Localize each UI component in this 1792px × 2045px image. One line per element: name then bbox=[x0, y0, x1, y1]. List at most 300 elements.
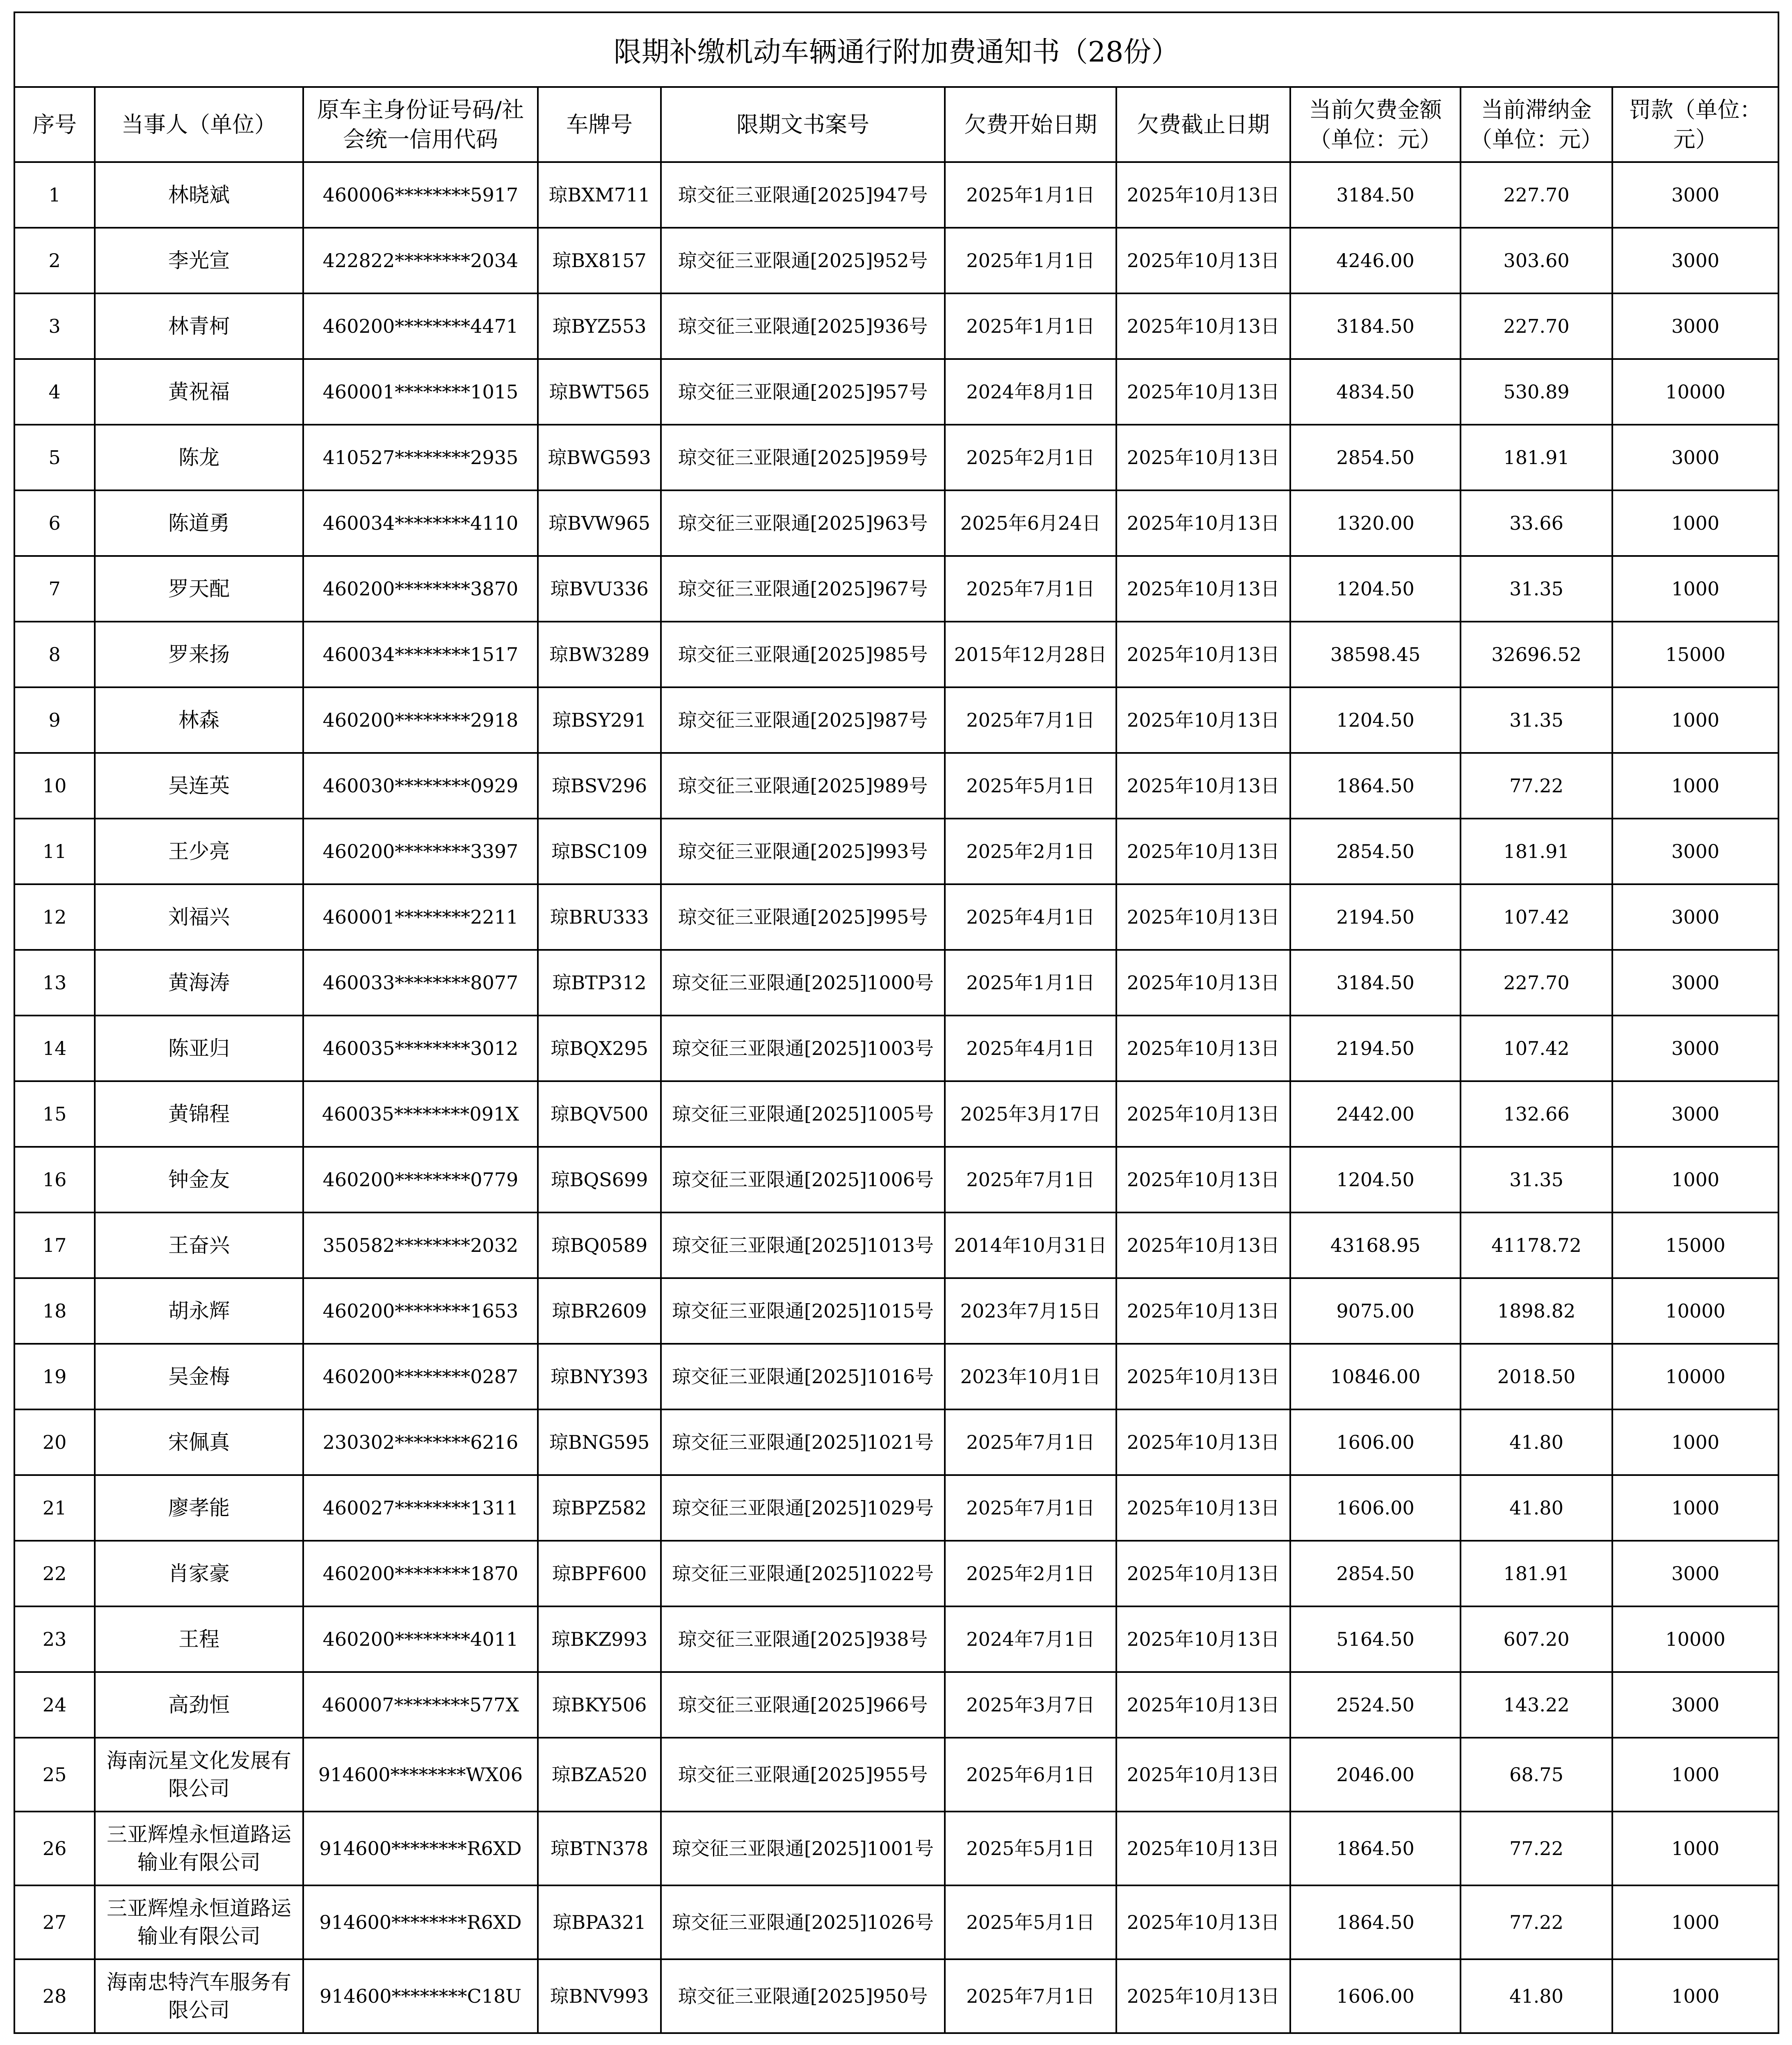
cell-end-date: 2025年10月13日 bbox=[1116, 1147, 1290, 1212]
cell-plate-number: 琼BNV993 bbox=[538, 1959, 661, 2033]
cell-case-number: 琼交征三亚限通[2025]1029号 bbox=[661, 1475, 945, 1541]
cell-serial-number: 1 bbox=[14, 162, 95, 228]
table-row bbox=[14, 1344, 1778, 1409]
cell-serial-number: 20 bbox=[14, 1409, 95, 1475]
table-row bbox=[14, 1885, 1778, 1959]
table-row bbox=[14, 490, 1778, 556]
cell-start-date: 2025年3月17日 bbox=[945, 1081, 1116, 1147]
cell-serial-number: 25 bbox=[14, 1738, 95, 1812]
cell-arrears-amount: 2524.50 bbox=[1290, 1672, 1461, 1738]
cell-plate-number: 琼BRU333 bbox=[538, 884, 661, 950]
cell-fine: 1000 bbox=[1612, 1147, 1778, 1212]
cell-case-number: 琼交征三亚限通[2025]993号 bbox=[661, 819, 945, 884]
cell-serial-number: 24 bbox=[14, 1672, 95, 1738]
cell-late-fee: 77.22 bbox=[1461, 753, 1612, 819]
cell-party: 高劲恒 bbox=[95, 1672, 303, 1738]
cell-arrears-amount: 1204.50 bbox=[1290, 556, 1461, 622]
cell-arrears-amount: 1204.50 bbox=[1290, 1147, 1461, 1212]
cell-late-fee: 32696.52 bbox=[1461, 622, 1612, 687]
cell-fine: 1000 bbox=[1612, 753, 1778, 819]
cell-end-date: 2025年10月13日 bbox=[1116, 819, 1290, 884]
cell-party: 吴连英 bbox=[95, 753, 303, 819]
cell-arrears-amount: 2194.50 bbox=[1290, 1016, 1461, 1081]
cell-plate-number: 琼BTP312 bbox=[538, 950, 661, 1016]
cell-fine: 1000 bbox=[1612, 1409, 1778, 1475]
cell-id-number: 460200********4471 bbox=[303, 293, 538, 359]
table-row bbox=[14, 1016, 1778, 1081]
cell-party: 刘福兴 bbox=[95, 884, 303, 950]
cell-start-date: 2025年2月1日 bbox=[945, 425, 1116, 490]
cell-start-date: 2025年4月1日 bbox=[945, 884, 1116, 950]
cell-plate-number: 琼BXM711 bbox=[538, 162, 661, 228]
cell-late-fee: 33.66 bbox=[1461, 490, 1612, 556]
cell-late-fee: 143.22 bbox=[1461, 1672, 1612, 1738]
notice-table bbox=[14, 11, 1779, 2034]
cell-fine: 1000 bbox=[1612, 1738, 1778, 1812]
cell-plate-number: 琼BW3289 bbox=[538, 622, 661, 687]
table-row bbox=[14, 1672, 1778, 1738]
cell-serial-number: 13 bbox=[14, 950, 95, 1016]
cell-id-number: 460200********1653 bbox=[303, 1278, 538, 1344]
cell-late-fee: 77.22 bbox=[1461, 1885, 1612, 1959]
cell-plate-number: 琼BVW965 bbox=[538, 490, 661, 556]
cell-serial-number: 12 bbox=[14, 884, 95, 950]
cell-arrears-amount: 10846.00 bbox=[1290, 1344, 1461, 1409]
cell-case-number: 琼交征三亚限通[2025]967号 bbox=[661, 556, 945, 622]
cell-case-number: 琼交征三亚限通[2025]966号 bbox=[661, 1672, 945, 1738]
table-row bbox=[14, 293, 1778, 359]
header-fine: 罚款（单位：元） bbox=[1612, 87, 1778, 162]
table-row bbox=[14, 359, 1778, 425]
cell-party: 海南忠特汽车服务有限公司 bbox=[95, 1959, 303, 2033]
cell-plate-number: 琼BNY393 bbox=[538, 1344, 661, 1409]
cell-party: 胡永辉 bbox=[95, 1278, 303, 1344]
cell-plate-number: 琼BSY291 bbox=[538, 687, 661, 753]
cell-plate-number: 琼BKY506 bbox=[538, 1672, 661, 1738]
cell-case-number: 琼交征三亚限通[2025]959号 bbox=[661, 425, 945, 490]
cell-plate-number: 琼BTN378 bbox=[538, 1812, 661, 1885]
header-start-date: 欠费开始日期 bbox=[945, 87, 1116, 162]
cell-start-date: 2025年1月1日 bbox=[945, 293, 1116, 359]
cell-serial-number: 16 bbox=[14, 1147, 95, 1212]
cell-arrears-amount: 2854.50 bbox=[1290, 819, 1461, 884]
cell-party: 三亚辉煌永恒道路运输业有限公司 bbox=[95, 1885, 303, 1959]
cell-start-date: 2025年2月1日 bbox=[945, 1541, 1116, 1606]
cell-serial-number: 26 bbox=[14, 1812, 95, 1885]
table-row bbox=[14, 950, 1778, 1016]
cell-late-fee: 77.22 bbox=[1461, 1812, 1612, 1885]
cell-arrears-amount: 43168.95 bbox=[1290, 1212, 1461, 1278]
cell-case-number: 琼交征三亚限通[2025]1026号 bbox=[661, 1885, 945, 1959]
cell-arrears-amount: 5164.50 bbox=[1290, 1606, 1461, 1672]
cell-late-fee: 530.89 bbox=[1461, 359, 1612, 425]
cell-plate-number: 琼BYZ553 bbox=[538, 293, 661, 359]
cell-case-number: 琼交征三亚限通[2025]957号 bbox=[661, 359, 945, 425]
header-late-fee: 当前滞纳金（单位：元） bbox=[1461, 87, 1612, 162]
cell-id-number: 460035********3012 bbox=[303, 1016, 538, 1081]
cell-arrears-amount: 1864.50 bbox=[1290, 753, 1461, 819]
cell-start-date: 2023年10月1日 bbox=[945, 1344, 1116, 1409]
cell-end-date: 2025年10月13日 bbox=[1116, 1081, 1290, 1147]
cell-fine: 3000 bbox=[1612, 1016, 1778, 1081]
cell-serial-number: 14 bbox=[14, 1016, 95, 1081]
cell-id-number: 460200********1870 bbox=[303, 1541, 538, 1606]
cell-fine: 3000 bbox=[1612, 162, 1778, 228]
table-row bbox=[14, 556, 1778, 622]
cell-start-date: 2025年5月1日 bbox=[945, 753, 1116, 819]
cell-id-number: 460030********0929 bbox=[303, 753, 538, 819]
cell-end-date: 2025年10月13日 bbox=[1116, 622, 1290, 687]
cell-party: 黄锦程 bbox=[95, 1081, 303, 1147]
cell-party: 罗来扬 bbox=[95, 622, 303, 687]
cell-party: 海南沅星文化发展有限公司 bbox=[95, 1738, 303, 1812]
cell-id-number: 914600********C18U bbox=[303, 1959, 538, 2033]
cell-arrears-amount: 2194.50 bbox=[1290, 884, 1461, 950]
cell-end-date: 2025年10月13日 bbox=[1116, 162, 1290, 228]
cell-serial-number: 15 bbox=[14, 1081, 95, 1147]
cell-late-fee: 132.66 bbox=[1461, 1081, 1612, 1147]
cell-plate-number: 琼BKZ993 bbox=[538, 1606, 661, 1672]
table-row bbox=[14, 819, 1778, 884]
table-row bbox=[14, 1738, 1778, 1812]
cell-id-number: 230302********6216 bbox=[303, 1409, 538, 1475]
cell-fine: 3000 bbox=[1612, 1672, 1778, 1738]
table-row bbox=[14, 1409, 1778, 1475]
cell-party: 林森 bbox=[95, 687, 303, 753]
cell-fine: 10000 bbox=[1612, 1278, 1778, 1344]
cell-party: 黄祝福 bbox=[95, 359, 303, 425]
cell-arrears-amount: 4834.50 bbox=[1290, 359, 1461, 425]
cell-arrears-amount: 2046.00 bbox=[1290, 1738, 1461, 1812]
cell-fine: 3000 bbox=[1612, 1081, 1778, 1147]
cell-start-date: 2025年6月24日 bbox=[945, 490, 1116, 556]
header-party: 当事人（单位） bbox=[95, 87, 303, 162]
cell-id-number: 460034********1517 bbox=[303, 622, 538, 687]
cell-party: 三亚辉煌永恒道路运输业有限公司 bbox=[95, 1812, 303, 1885]
cell-start-date: 2025年6月1日 bbox=[945, 1738, 1116, 1812]
cell-serial-number: 18 bbox=[14, 1278, 95, 1344]
cell-plate-number: 琼BQS699 bbox=[538, 1147, 661, 1212]
cell-plate-number: 琼BQX295 bbox=[538, 1016, 661, 1081]
cell-start-date: 2014年10月31日 bbox=[945, 1212, 1116, 1278]
table-row bbox=[14, 1812, 1778, 1885]
cell-late-fee: 31.35 bbox=[1461, 556, 1612, 622]
cell-late-fee: 227.70 bbox=[1461, 162, 1612, 228]
table-row bbox=[14, 1606, 1778, 1672]
cell-party: 钟金友 bbox=[95, 1147, 303, 1212]
cell-id-number: 410527********2935 bbox=[303, 425, 538, 490]
cell-fine: 15000 bbox=[1612, 622, 1778, 687]
cell-party: 李光宣 bbox=[95, 228, 303, 293]
cell-party: 黄海涛 bbox=[95, 950, 303, 1016]
cell-plate-number: 琼BPA321 bbox=[538, 1885, 661, 1959]
cell-late-fee: 41.80 bbox=[1461, 1475, 1612, 1541]
cell-serial-number: 22 bbox=[14, 1541, 95, 1606]
cell-id-number: 914600********R6XD bbox=[303, 1812, 538, 1885]
cell-id-number: 460200********4011 bbox=[303, 1606, 538, 1672]
cell-start-date: 2024年8月1日 bbox=[945, 359, 1116, 425]
cell-end-date: 2025年10月13日 bbox=[1116, 1672, 1290, 1738]
cell-late-fee: 227.70 bbox=[1461, 950, 1612, 1016]
cell-arrears-amount: 3184.50 bbox=[1290, 950, 1461, 1016]
cell-start-date: 2025年7月1日 bbox=[945, 687, 1116, 753]
cell-party: 吴金梅 bbox=[95, 1344, 303, 1409]
cell-fine: 1000 bbox=[1612, 1475, 1778, 1541]
cell-id-number: 422822********2034 bbox=[303, 228, 538, 293]
table-row bbox=[14, 1212, 1778, 1278]
cell-case-number: 琼交征三亚限通[2025]1003号 bbox=[661, 1016, 945, 1081]
cell-case-number: 琼交征三亚限通[2025]1001号 bbox=[661, 1812, 945, 1885]
cell-id-number: 460001********1015 bbox=[303, 359, 538, 425]
cell-case-number: 琼交征三亚限通[2025]989号 bbox=[661, 753, 945, 819]
cell-end-date: 2025年10月13日 bbox=[1116, 1812, 1290, 1885]
cell-arrears-amount: 1606.00 bbox=[1290, 1475, 1461, 1541]
table-row bbox=[14, 1959, 1778, 2033]
header-serial-number: 序号 bbox=[14, 87, 95, 162]
cell-id-number: 914600********R6XD bbox=[303, 1885, 538, 1959]
cell-arrears-amount: 1320.00 bbox=[1290, 490, 1461, 556]
cell-fine: 3000 bbox=[1612, 1541, 1778, 1606]
cell-id-number: 460027********1311 bbox=[303, 1475, 538, 1541]
cell-party: 林青柯 bbox=[95, 293, 303, 359]
cell-plate-number: 琼BQ0589 bbox=[538, 1212, 661, 1278]
cell-end-date: 2025年10月13日 bbox=[1116, 1475, 1290, 1541]
cell-end-date: 2025年10月13日 bbox=[1116, 1344, 1290, 1409]
cell-start-date: 2024年7月1日 bbox=[945, 1606, 1116, 1672]
cell-serial-number: 27 bbox=[14, 1885, 95, 1959]
cell-party: 王程 bbox=[95, 1606, 303, 1672]
cell-plate-number: 琼BNG595 bbox=[538, 1409, 661, 1475]
cell-case-number: 琼交征三亚限通[2025]1005号 bbox=[661, 1081, 945, 1147]
cell-fine: 1000 bbox=[1612, 1959, 1778, 2033]
cell-end-date: 2025年10月13日 bbox=[1116, 490, 1290, 556]
cell-late-fee: 2018.50 bbox=[1461, 1344, 1612, 1409]
cell-arrears-amount: 2854.50 bbox=[1290, 425, 1461, 490]
cell-fine: 1000 bbox=[1612, 556, 1778, 622]
cell-serial-number: 11 bbox=[14, 819, 95, 884]
cell-fine: 3000 bbox=[1612, 228, 1778, 293]
cell-plate-number: 琼BX8157 bbox=[538, 228, 661, 293]
cell-late-fee: 303.60 bbox=[1461, 228, 1612, 293]
cell-serial-number: 19 bbox=[14, 1344, 95, 1409]
cell-fine: 3000 bbox=[1612, 819, 1778, 884]
cell-serial-number: 10 bbox=[14, 753, 95, 819]
cell-late-fee: 68.75 bbox=[1461, 1738, 1612, 1812]
table-row bbox=[14, 1475, 1778, 1541]
cell-id-number: 350582********2032 bbox=[303, 1212, 538, 1278]
cell-id-number: 460006********5917 bbox=[303, 162, 538, 228]
cell-id-number: 460200********2918 bbox=[303, 687, 538, 753]
cell-late-fee: 41.80 bbox=[1461, 1409, 1612, 1475]
cell-plate-number: 琼BPZ582 bbox=[538, 1475, 661, 1541]
cell-end-date: 2025年10月13日 bbox=[1116, 950, 1290, 1016]
cell-start-date: 2025年7月1日 bbox=[945, 1959, 1116, 2033]
cell-fine: 1000 bbox=[1612, 1812, 1778, 1885]
cell-end-date: 2025年10月13日 bbox=[1116, 1541, 1290, 1606]
cell-late-fee: 1898.82 bbox=[1461, 1278, 1612, 1344]
cell-end-date: 2025年10月13日 bbox=[1116, 1738, 1290, 1812]
table-row bbox=[14, 1147, 1778, 1212]
cell-plate-number: 琼BQV500 bbox=[538, 1081, 661, 1147]
cell-plate-number: 琼BWG593 bbox=[538, 425, 661, 490]
table-row bbox=[14, 622, 1778, 687]
cell-end-date: 2025年10月13日 bbox=[1116, 228, 1290, 293]
cell-arrears-amount: 9075.00 bbox=[1290, 1278, 1461, 1344]
cell-late-fee: 607.20 bbox=[1461, 1606, 1612, 1672]
cell-arrears-amount: 3184.50 bbox=[1290, 293, 1461, 359]
cell-end-date: 2025年10月13日 bbox=[1116, 1409, 1290, 1475]
cell-end-date: 2025年10月13日 bbox=[1116, 1212, 1290, 1278]
cell-fine: 3000 bbox=[1612, 950, 1778, 1016]
cell-fine: 1000 bbox=[1612, 687, 1778, 753]
cell-party: 王奋兴 bbox=[95, 1212, 303, 1278]
cell-start-date: 2025年1月1日 bbox=[945, 162, 1116, 228]
cell-id-number: 460034********4110 bbox=[303, 490, 538, 556]
cell-case-number: 琼交征三亚限通[2025]995号 bbox=[661, 884, 945, 950]
cell-end-date: 2025年10月13日 bbox=[1116, 687, 1290, 753]
cell-party: 罗天配 bbox=[95, 556, 303, 622]
cell-case-number: 琼交征三亚限通[2025]1022号 bbox=[661, 1541, 945, 1606]
cell-plate-number: 琼BR2609 bbox=[538, 1278, 661, 1344]
cell-arrears-amount: 1606.00 bbox=[1290, 1959, 1461, 2033]
cell-fine: 15000 bbox=[1612, 1212, 1778, 1278]
table-row bbox=[14, 1081, 1778, 1147]
cell-serial-number: 28 bbox=[14, 1959, 95, 2033]
cell-case-number: 琼交征三亚限通[2025]1016号 bbox=[661, 1344, 945, 1409]
cell-id-number: 460033********8077 bbox=[303, 950, 538, 1016]
cell-case-number: 琼交征三亚限通[2025]1021号 bbox=[661, 1409, 945, 1475]
header-row bbox=[14, 87, 1778, 162]
cell-serial-number: 9 bbox=[14, 687, 95, 753]
cell-start-date: 2025年1月1日 bbox=[945, 228, 1116, 293]
cell-end-date: 2025年10月13日 bbox=[1116, 425, 1290, 490]
header-arrears-amount: 当前欠费金额（单位：元） bbox=[1290, 87, 1461, 162]
cell-end-date: 2025年10月13日 bbox=[1116, 293, 1290, 359]
cell-fine: 10000 bbox=[1612, 359, 1778, 425]
cell-id-number: 460200********0779 bbox=[303, 1147, 538, 1212]
cell-case-number: 琼交征三亚限通[2025]1013号 bbox=[661, 1212, 945, 1278]
header-plate-number: 车牌号 bbox=[538, 87, 661, 162]
cell-serial-number: 4 bbox=[14, 359, 95, 425]
cell-fine: 3000 bbox=[1612, 425, 1778, 490]
cell-case-number: 琼交征三亚限通[2025]985号 bbox=[661, 622, 945, 687]
cell-arrears-amount: 3184.50 bbox=[1290, 162, 1461, 228]
cell-late-fee: 181.91 bbox=[1461, 425, 1612, 490]
cell-plate-number: 琼BSV296 bbox=[538, 753, 661, 819]
cell-case-number: 琼交征三亚限通[2025]952号 bbox=[661, 228, 945, 293]
cell-arrears-amount: 2854.50 bbox=[1290, 1541, 1461, 1606]
table-row bbox=[14, 753, 1778, 819]
header-id-number: 原车主身份证号码/社会统一信用代码 bbox=[303, 87, 538, 162]
header-case-number: 限期文书案号 bbox=[661, 87, 945, 162]
table-row bbox=[14, 1278, 1778, 1344]
cell-late-fee: 41.80 bbox=[1461, 1959, 1612, 2033]
cell-arrears-amount: 1606.00 bbox=[1290, 1409, 1461, 1475]
cell-late-fee: 107.42 bbox=[1461, 1016, 1612, 1081]
header-end-date: 欠费截止日期 bbox=[1116, 87, 1290, 162]
cell-party: 宋佩真 bbox=[95, 1409, 303, 1475]
cell-plate-number: 琼BZA520 bbox=[538, 1738, 661, 1812]
cell-case-number: 琼交征三亚限通[2025]936号 bbox=[661, 293, 945, 359]
cell-start-date: 2025年7月1日 bbox=[945, 1409, 1116, 1475]
cell-party: 林晓斌 bbox=[95, 162, 303, 228]
cell-id-number: 460007********577X bbox=[303, 1672, 538, 1738]
cell-start-date: 2025年7月1日 bbox=[945, 1475, 1116, 1541]
cell-party: 陈龙 bbox=[95, 425, 303, 490]
cell-id-number: 460001********2211 bbox=[303, 884, 538, 950]
cell-start-date: 2025年4月1日 bbox=[945, 1016, 1116, 1081]
cell-plate-number: 琼BSC109 bbox=[538, 819, 661, 884]
cell-late-fee: 181.91 bbox=[1461, 1541, 1612, 1606]
cell-plate-number: 琼BVU336 bbox=[538, 556, 661, 622]
cell-end-date: 2025年10月13日 bbox=[1116, 359, 1290, 425]
cell-party: 陈亚归 bbox=[95, 1016, 303, 1081]
table-row bbox=[14, 687, 1778, 753]
cell-arrears-amount: 1864.50 bbox=[1290, 1812, 1461, 1885]
cell-serial-number: 3 bbox=[14, 293, 95, 359]
cell-case-number: 琼交征三亚限通[2025]963号 bbox=[661, 490, 945, 556]
cell-start-date: 2025年7月1日 bbox=[945, 556, 1116, 622]
cell-id-number: 460200********3397 bbox=[303, 819, 538, 884]
cell-serial-number: 8 bbox=[14, 622, 95, 687]
cell-end-date: 2025年10月13日 bbox=[1116, 753, 1290, 819]
cell-serial-number: 23 bbox=[14, 1606, 95, 1672]
cell-case-number: 琼交征三亚限通[2025]1015号 bbox=[661, 1278, 945, 1344]
cell-start-date: 2015年12月28日 bbox=[945, 622, 1116, 687]
cell-party: 王少亮 bbox=[95, 819, 303, 884]
cell-late-fee: 107.42 bbox=[1461, 884, 1612, 950]
cell-party: 肖家豪 bbox=[95, 1541, 303, 1606]
document-title: 限期补缴机动车辆通行附加费通知书（28份） bbox=[14, 12, 1778, 87]
cell-id-number: 460200********3870 bbox=[303, 556, 538, 622]
table-row bbox=[14, 884, 1778, 950]
cell-start-date: 2025年5月1日 bbox=[945, 1885, 1116, 1959]
table-row bbox=[14, 1541, 1778, 1606]
cell-arrears-amount: 4246.00 bbox=[1290, 228, 1461, 293]
cell-id-number: 460200********0287 bbox=[303, 1344, 538, 1409]
cell-case-number: 琼交征三亚限通[2025]955号 bbox=[661, 1738, 945, 1812]
cell-late-fee: 31.35 bbox=[1461, 1147, 1612, 1212]
table-row bbox=[14, 425, 1778, 490]
cell-arrears-amount: 2442.00 bbox=[1290, 1081, 1461, 1147]
table-row bbox=[14, 228, 1778, 293]
cell-plate-number: 琼BWT565 bbox=[538, 359, 661, 425]
cell-end-date: 2025年10月13日 bbox=[1116, 1959, 1290, 2033]
cell-plate-number: 琼BPF600 bbox=[538, 1541, 661, 1606]
cell-case-number: 琼交征三亚限通[2025]1000号 bbox=[661, 950, 945, 1016]
cell-fine: 3000 bbox=[1612, 884, 1778, 950]
cell-serial-number: 21 bbox=[14, 1475, 95, 1541]
cell-arrears-amount: 1204.50 bbox=[1290, 687, 1461, 753]
cell-case-number: 琼交征三亚限通[2025]947号 bbox=[661, 162, 945, 228]
cell-end-date: 2025年10月13日 bbox=[1116, 556, 1290, 622]
cell-serial-number: 7 bbox=[14, 556, 95, 622]
cell-case-number: 琼交征三亚限通[2025]987号 bbox=[661, 687, 945, 753]
cell-start-date: 2025年5月1日 bbox=[945, 1812, 1116, 1885]
cell-start-date: 2025年1月1日 bbox=[945, 950, 1116, 1016]
cell-fine: 1000 bbox=[1612, 490, 1778, 556]
cell-start-date: 2025年2月1日 bbox=[945, 819, 1116, 884]
cell-fine: 10000 bbox=[1612, 1606, 1778, 1672]
cell-party: 廖孝能 bbox=[95, 1475, 303, 1541]
cell-start-date: 2025年3月7日 bbox=[945, 1672, 1116, 1738]
cell-serial-number: 5 bbox=[14, 425, 95, 490]
cell-fine: 3000 bbox=[1612, 293, 1778, 359]
table-row bbox=[14, 162, 1778, 228]
cell-case-number: 琼交征三亚限通[2025]1006号 bbox=[661, 1147, 945, 1212]
cell-arrears-amount: 38598.45 bbox=[1290, 622, 1461, 687]
cell-end-date: 2025年10月13日 bbox=[1116, 1885, 1290, 1959]
